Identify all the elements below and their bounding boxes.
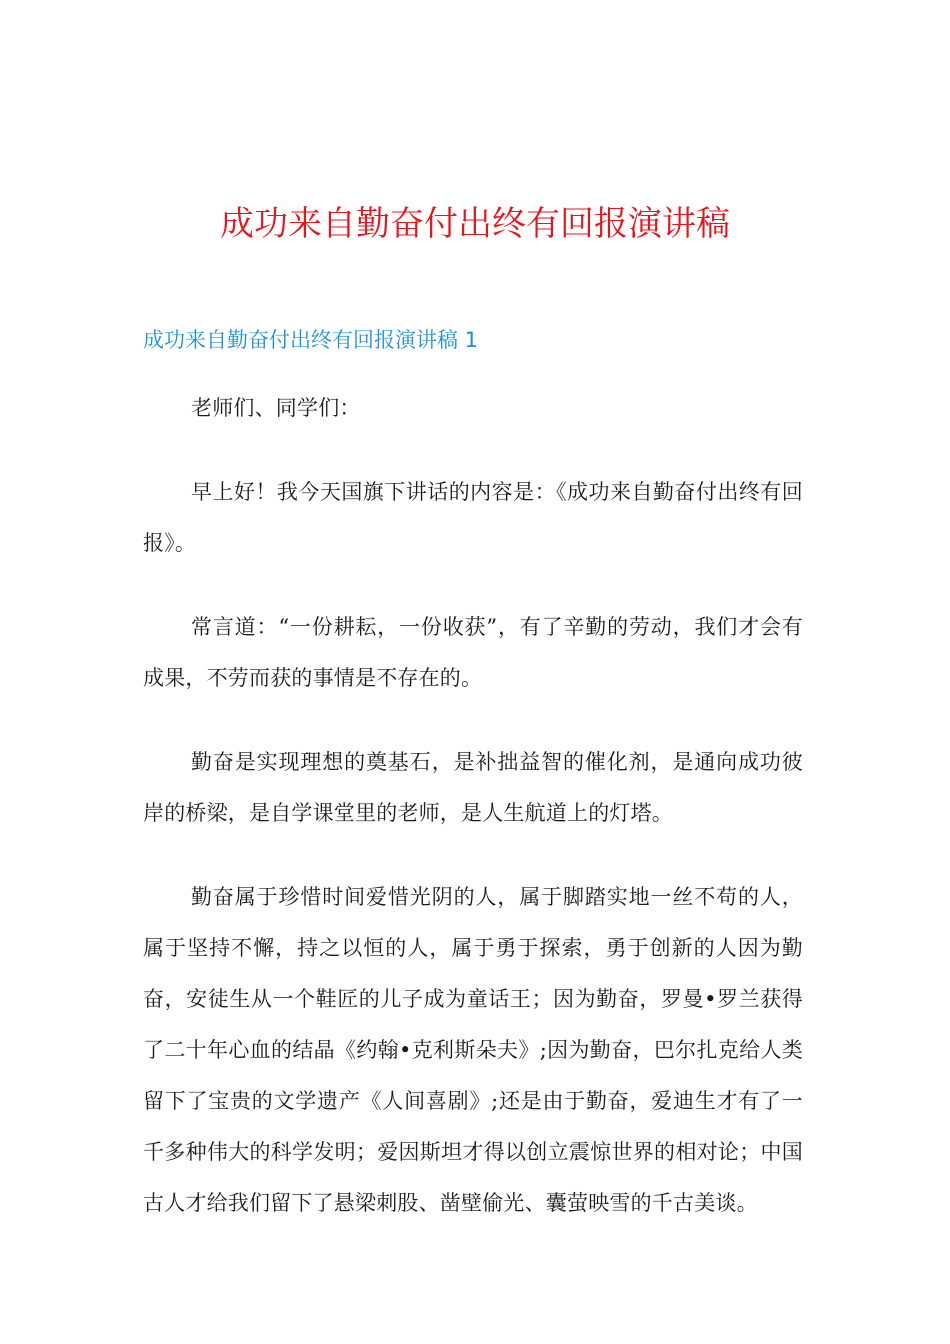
- section-heading: 成功来自勤奋付出终有回报演讲稿 1: [143, 328, 479, 352]
- document-body: [143, 383, 803, 1262]
- paragraph-proverb: 常言道：“一份耕耘，一份收获”，有了辛勤的劳动，我们才会有成果，不劳而获的事情是不存在的。: [143, 615, 803, 690]
- page-title: 成功来自勤奋付出终有回报演讲稿: [220, 204, 730, 244]
- paragraph-diligence-examples: 勤奋属于珍惜时间爱惜光阴的人，属于脚踏实地一丝不苟的人，属于坚持不懈，持之以恒的人，属于勇于探索，勇于创新的人因为勤奋，安徒生从一个鞋匠的儿子成为童话王；因为勤奋，罗曼•罗兰获得了二十年心血的结晶《约翰•克利斯朵夫》;因为勤奋，巴尔扎克给人类留下了宝贵的文学遗产《人间喜剧》;还是由于勤奋，爱迪生才有了一千多种伟大的科学发明；爱因斯坦才得以创立震惊世界的相对论；中国古人才给我们留下了悬梁刺股、凿壁偷光、囊萤映雪的千古美谈。: [143, 885, 803, 1215]
- paragraph-diligence-metaphor: 勤奋是实现理想的奠基石，是补拙益智的催化剂，是通向成功彼岸的桥梁，是自学课堂里的老师，是人生航道上的灯塔。: [143, 750, 803, 825]
- paragraph-salutation: 老师们、同学们：: [191, 396, 361, 420]
- paragraph-greeting: 早上好！我今天国旗下讲话的内容是：《成功来自勤奋付出终有回报》。: [143, 480, 803, 555]
